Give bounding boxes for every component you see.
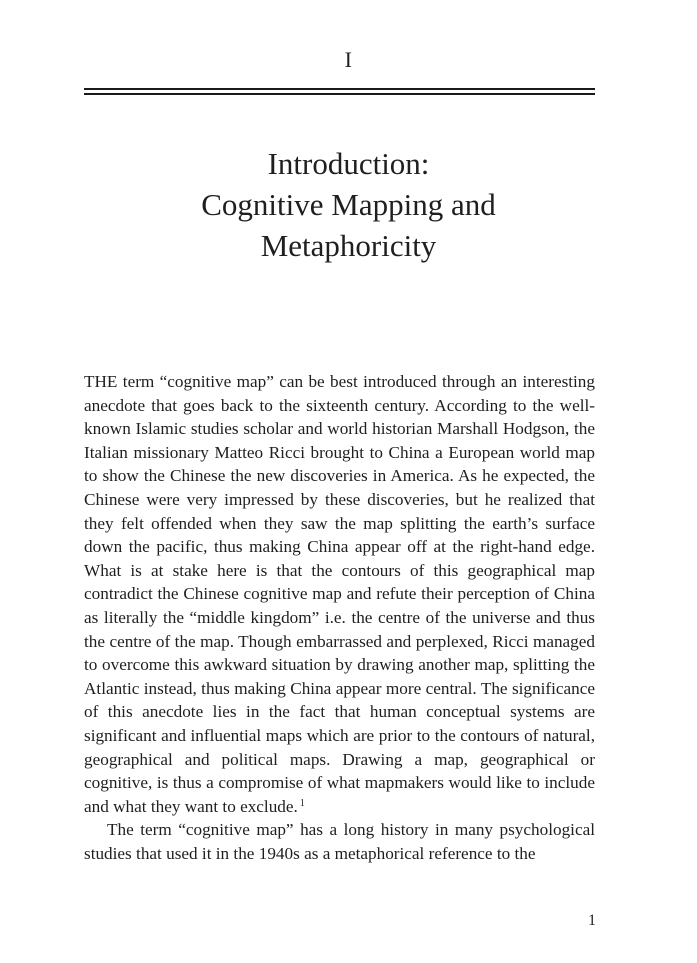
- paragraph-2: The term “cognitive map” has a long history in many psychological studies that used it in the 1940s as a metaphorical reference to the: [84, 820, 595, 863]
- body-text: [84, 370, 595, 865]
- paragraph-1: [84, 370, 595, 818]
- chapter-title-line-2: Cognitive Mapping and: [201, 187, 496, 222]
- footnote-reference-1[interactable]: 1: [299, 797, 305, 809]
- page-number: 1: [588, 912, 596, 929]
- chapter-number: I: [344, 47, 353, 72]
- chapter-title: [0, 143, 697, 266]
- chapter-title-line-3: Metaphoricity: [260, 228, 437, 263]
- chapter-title-line-1: Introduction:: [267, 146, 430, 181]
- paragraph-1-text: THE term “cognitive map” can be best introduced through an interesting anecdote that goes back to the sixteenth century. According to the well-known Islamic studies scholar and world historian Marshall Hodgson, the Italian missionary Matteo Ricci brought to China a European world map to show the Chinese the new discoveries in America. As he expected, the Chinese were very impressed by these discoveries, but he realized that they felt offended when they saw the map splitting the earth’s surface down the pacific, thus making China appear off at the right-hand edge. What is at stake here is that the contours of this geographical map contradict the Chinese cognitive map and refute their perception of China as literally the “middle kingdom” i.e. the centre of the universe and thus the centre of the map. Though embarrassed and perplexed, Ricci managed to overcome this awkward situation by drawing another map, splitting the Atlantic instead, thus making China appear more central. The significance of this anecdote lies in the fact that human conceptual systems are significant and influential maps which are prior to the contours of natural, geographical and political maps. Drawing a map, geographical or cognitive, is thus a compromise of what mapmakers would like to include and what they want to exclude.: [84, 372, 595, 816]
- header-rule-bottom: [84, 93, 595, 95]
- header-rule-top: [84, 88, 595, 90]
